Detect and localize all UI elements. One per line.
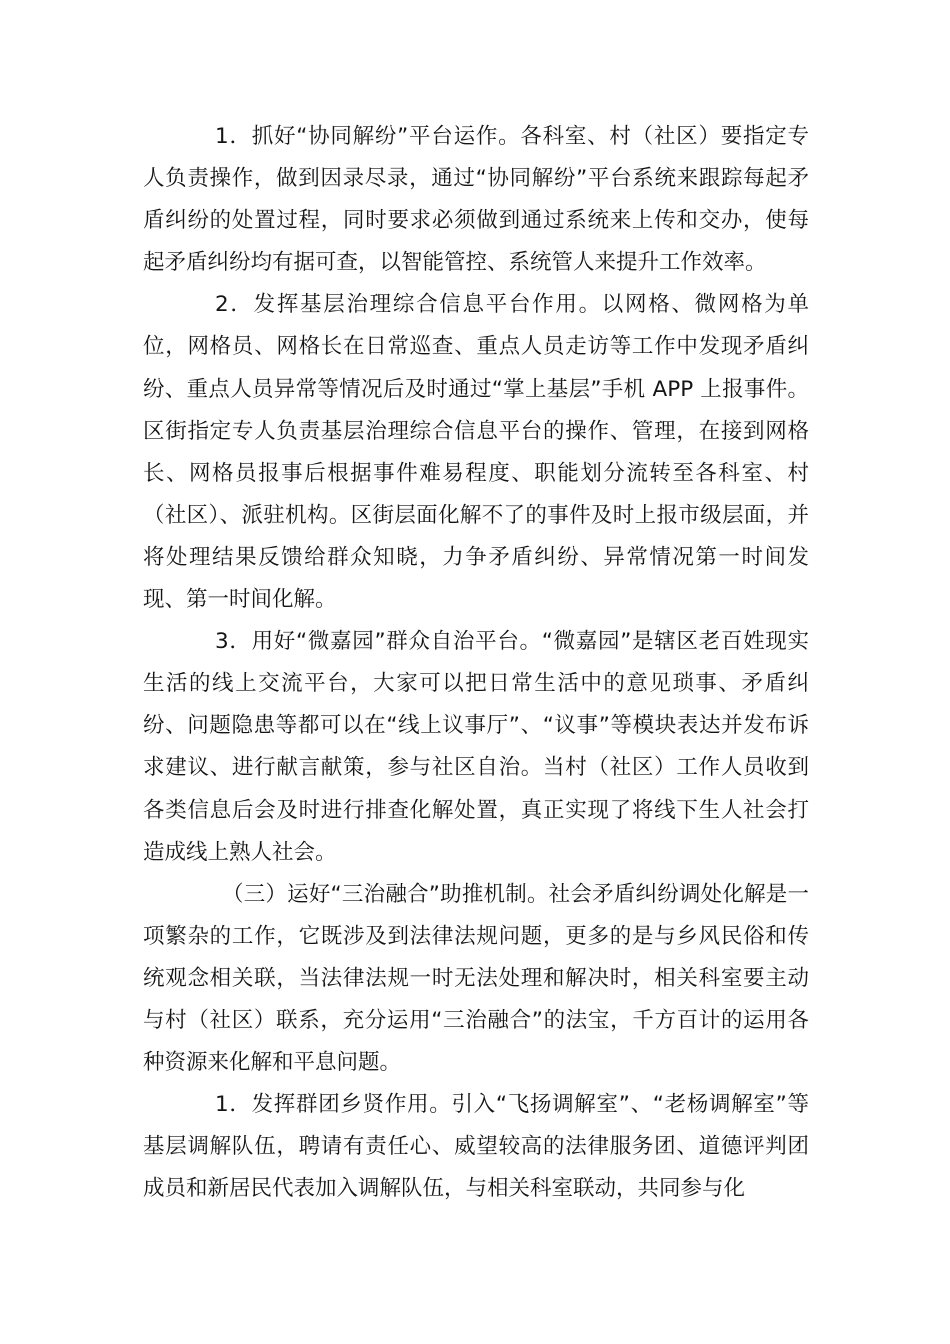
paragraph-3: 3．用好“微嘉园”群众自治平台。“微嘉园”是辖区老百姓现实生活的线上交流平台，大家可以把日常生活中的意见琐事、矛盾纠纷、问题隐患等都可以在“线上议事厅”、“议事”等模块表达并发布诉求建议、进行献言献策，参与社区自治。当村（社区）工作人员收到各类信息后会及时进行排查化解处置，真正实现了将线下生人社会打造成线上熟人社会。: [143, 629, 809, 865]
paragraph-2: 2．发挥基层治理综合信息平台作用。以网格、微网格为单位，网格员、网格长在日常巡查、重点人员走访等工作中发现矛盾纠纷、重点人员异常等情况后及时通过“掌上基层”手机 APP 上报事件。区街指定专人负责基层治理综合信息平台的操作、管理，在接到网格长、网格员报事后根据事件难易程度、职能划分流转至各科室、村（社区）、派驻机构。区街层面化解不了的事件及时上报市级层面，并将处理结果反馈给群众知晓，力争矛盾纠纷、异常情况第一时间发现、第一时间化解。: [143, 292, 809, 613]
paragraph-4: （三）运好“三治融合”助推机制。社会矛盾纠纷调处化解是一项繁杂的工作，它既涉及到法律法规问题，更多的是与乡风民俗和传统观念相关联，当法律法规一时无法处理和解决时，相关科室要主动与村（社区）联系，充分运用“三治融合”的法宝，千方百计的运用各种资源来化解和平息问题。: [143, 881, 809, 1076]
paragraph-5: 1．发挥群团乡贤作用。引入“飞扬调解室”、“老杨调解室”等基层调解队伍，聘请有责任心、威望较高的法律服务团、道德评判团成员和新居民代表加入调解队伍，与相关科室联动，共同参与化: [143, 1092, 809, 1202]
document-page: [143, 116, 809, 1210]
paragraph-1: 1．抓好“协同解纷”平台运作。各科室、村（社区）要指定专人负责操作，做到因录尽录，通过“协同解纷”平台系统来跟踪每起矛盾纠纷的处置过程，同时要求必须做到通过系统来上传和交办，使每起矛盾纠纷均有据可查，以智能管控、系统管人来提升工作效率。: [143, 124, 809, 276]
